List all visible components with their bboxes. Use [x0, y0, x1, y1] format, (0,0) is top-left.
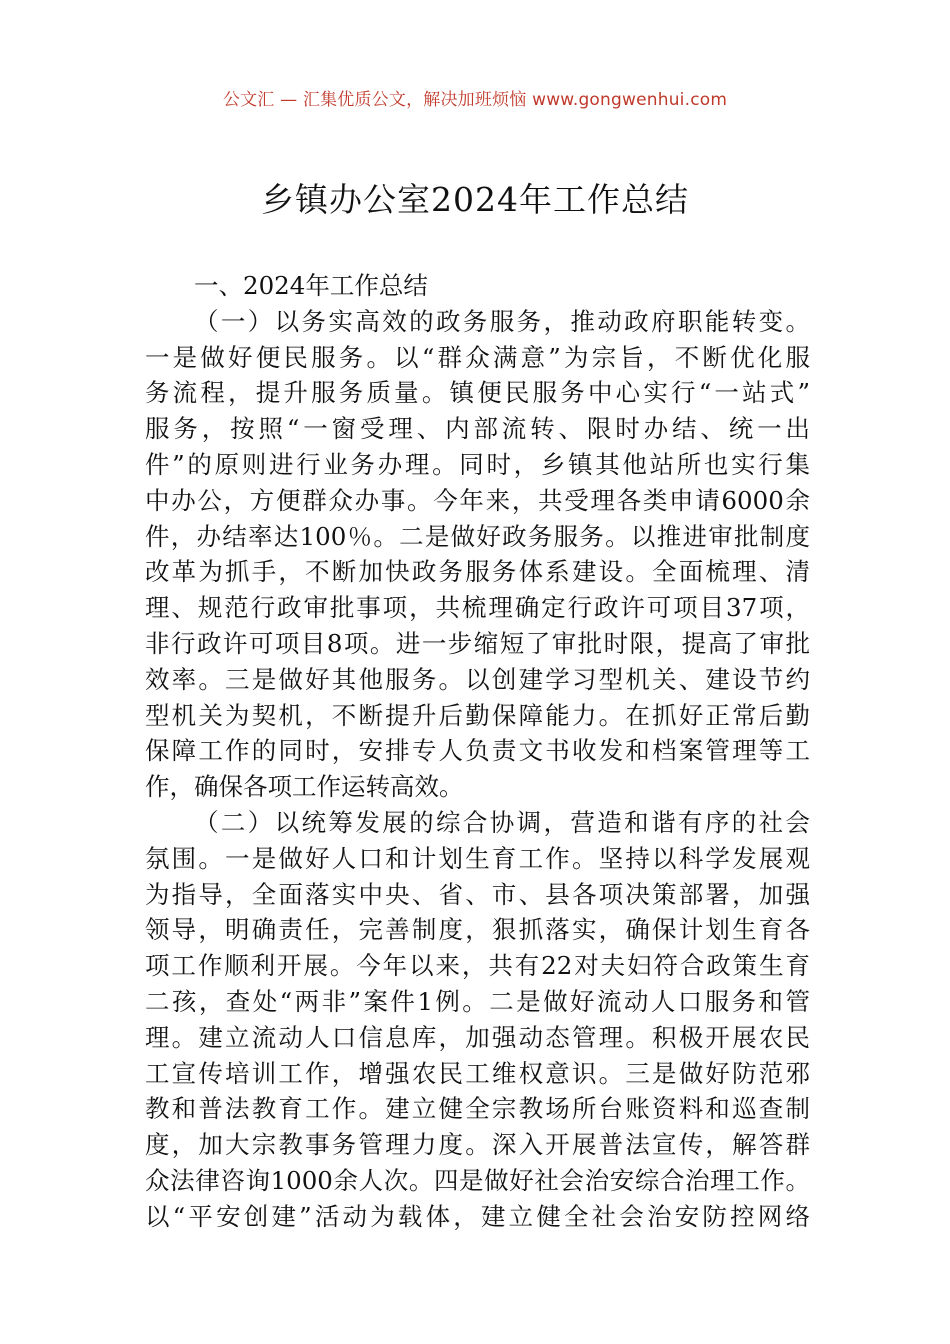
paragraph-line: （二）以统筹发展的综合协调，营造和谐有序的社会 [194, 807, 810, 837]
paragraph-line: 件，办结率达100％。二是做好政务服务。以推进审批制度 [145, 521, 810, 551]
page-title: 乡镇办公室2024年工作总结 [261, 180, 689, 219]
section-heading: 一、2024年工作总结 [194, 271, 428, 300]
paragraph-line: 保障工作的同时，安排专人负责文书收发和档案管理等工 [145, 736, 810, 766]
paragraph-line: 氛围。一是做好人口和计划生育工作。坚持以科学发展观 [145, 843, 810, 873]
paragraph-line: 效率。三是做好其他服务。以创建学习型机关、建设节约 [145, 664, 810, 694]
paragraph-line: （一）以务实高效的政务服务，推动政府职能转变。 [194, 306, 810, 336]
paragraph-line: 工宣传培训工作，增强农民工维权意识。三是做好防范邪 [145, 1058, 810, 1088]
paragraph-line: 项工作顺利开展。今年以来，共有22对夫妇符合政策生育 [145, 951, 810, 981]
paragraph-line: 二孩，查处“两非”案件1例。二是做好流动人口服务和管 [145, 986, 810, 1016]
paragraph-line: 服务，按照“一窗受理、内部流转、限时办结、统一出 [145, 414, 810, 444]
paragraph-line: 一是做好便民服务。以“群众满意”为宗旨，不断优化服 [145, 342, 810, 372]
paragraph-line: 中办公，方便群众办事。今年来，共受理各类申请6000余 [145, 485, 810, 515]
paragraph-line: 型机关为契机，不断提升后勤保障能力。在抓好正常后勤 [145, 700, 810, 730]
paragraph-line: 理、规范行政审批事项，共梳理确定行政许可项目37项， [145, 593, 810, 623]
paragraph-line: 理。建立流动人口信息库，加强动态管理。积极开展农民 [145, 1022, 810, 1052]
paragraph-line: 非行政许可项目8项。进一步缩短了审批时限，提高了审批 [145, 628, 810, 658]
paragraph-line: 以“平安创建”活动为载体，建立健全社会治安防控网络 [145, 1201, 810, 1231]
paragraph-line: 改革为抓手，不断加快政务服务体系建设。全面梳理、清 [145, 557, 810, 587]
paragraph-line: 为指导，全面落实中央、省、市、县各项决策部署，加强 [145, 879, 810, 909]
document-body [145, 268, 810, 1235]
paragraph-line: 作，确保各项工作运转高效。 [145, 772, 464, 802]
paragraph-line: 教和普法教育工作。建立健全宗教场所台账资料和巡查制 [145, 1094, 810, 1124]
paragraph-line: 务流程，提升服务质量。镇便民服务中心实行“一站式” [145, 378, 810, 408]
watermark-header: 公文汇 — 汇集优质公文，解决加班烦恼 www.gongwenhui.com [222, 90, 728, 110]
paragraph-line: 众法律咨询1000余人次。四是做好社会治安综合治理工作。 [145, 1165, 810, 1195]
paragraph-line: 度，加大宗教事务管理力度。深入开展普法宣传，解答群 [145, 1130, 810, 1160]
paragraph-line: 领导，明确责任，完善制度，狠抓落实，确保计划生育各 [145, 915, 810, 945]
paragraph-line: 件”的原则进行业务办理。同时，乡镇其他站所也实行集 [145, 449, 810, 479]
